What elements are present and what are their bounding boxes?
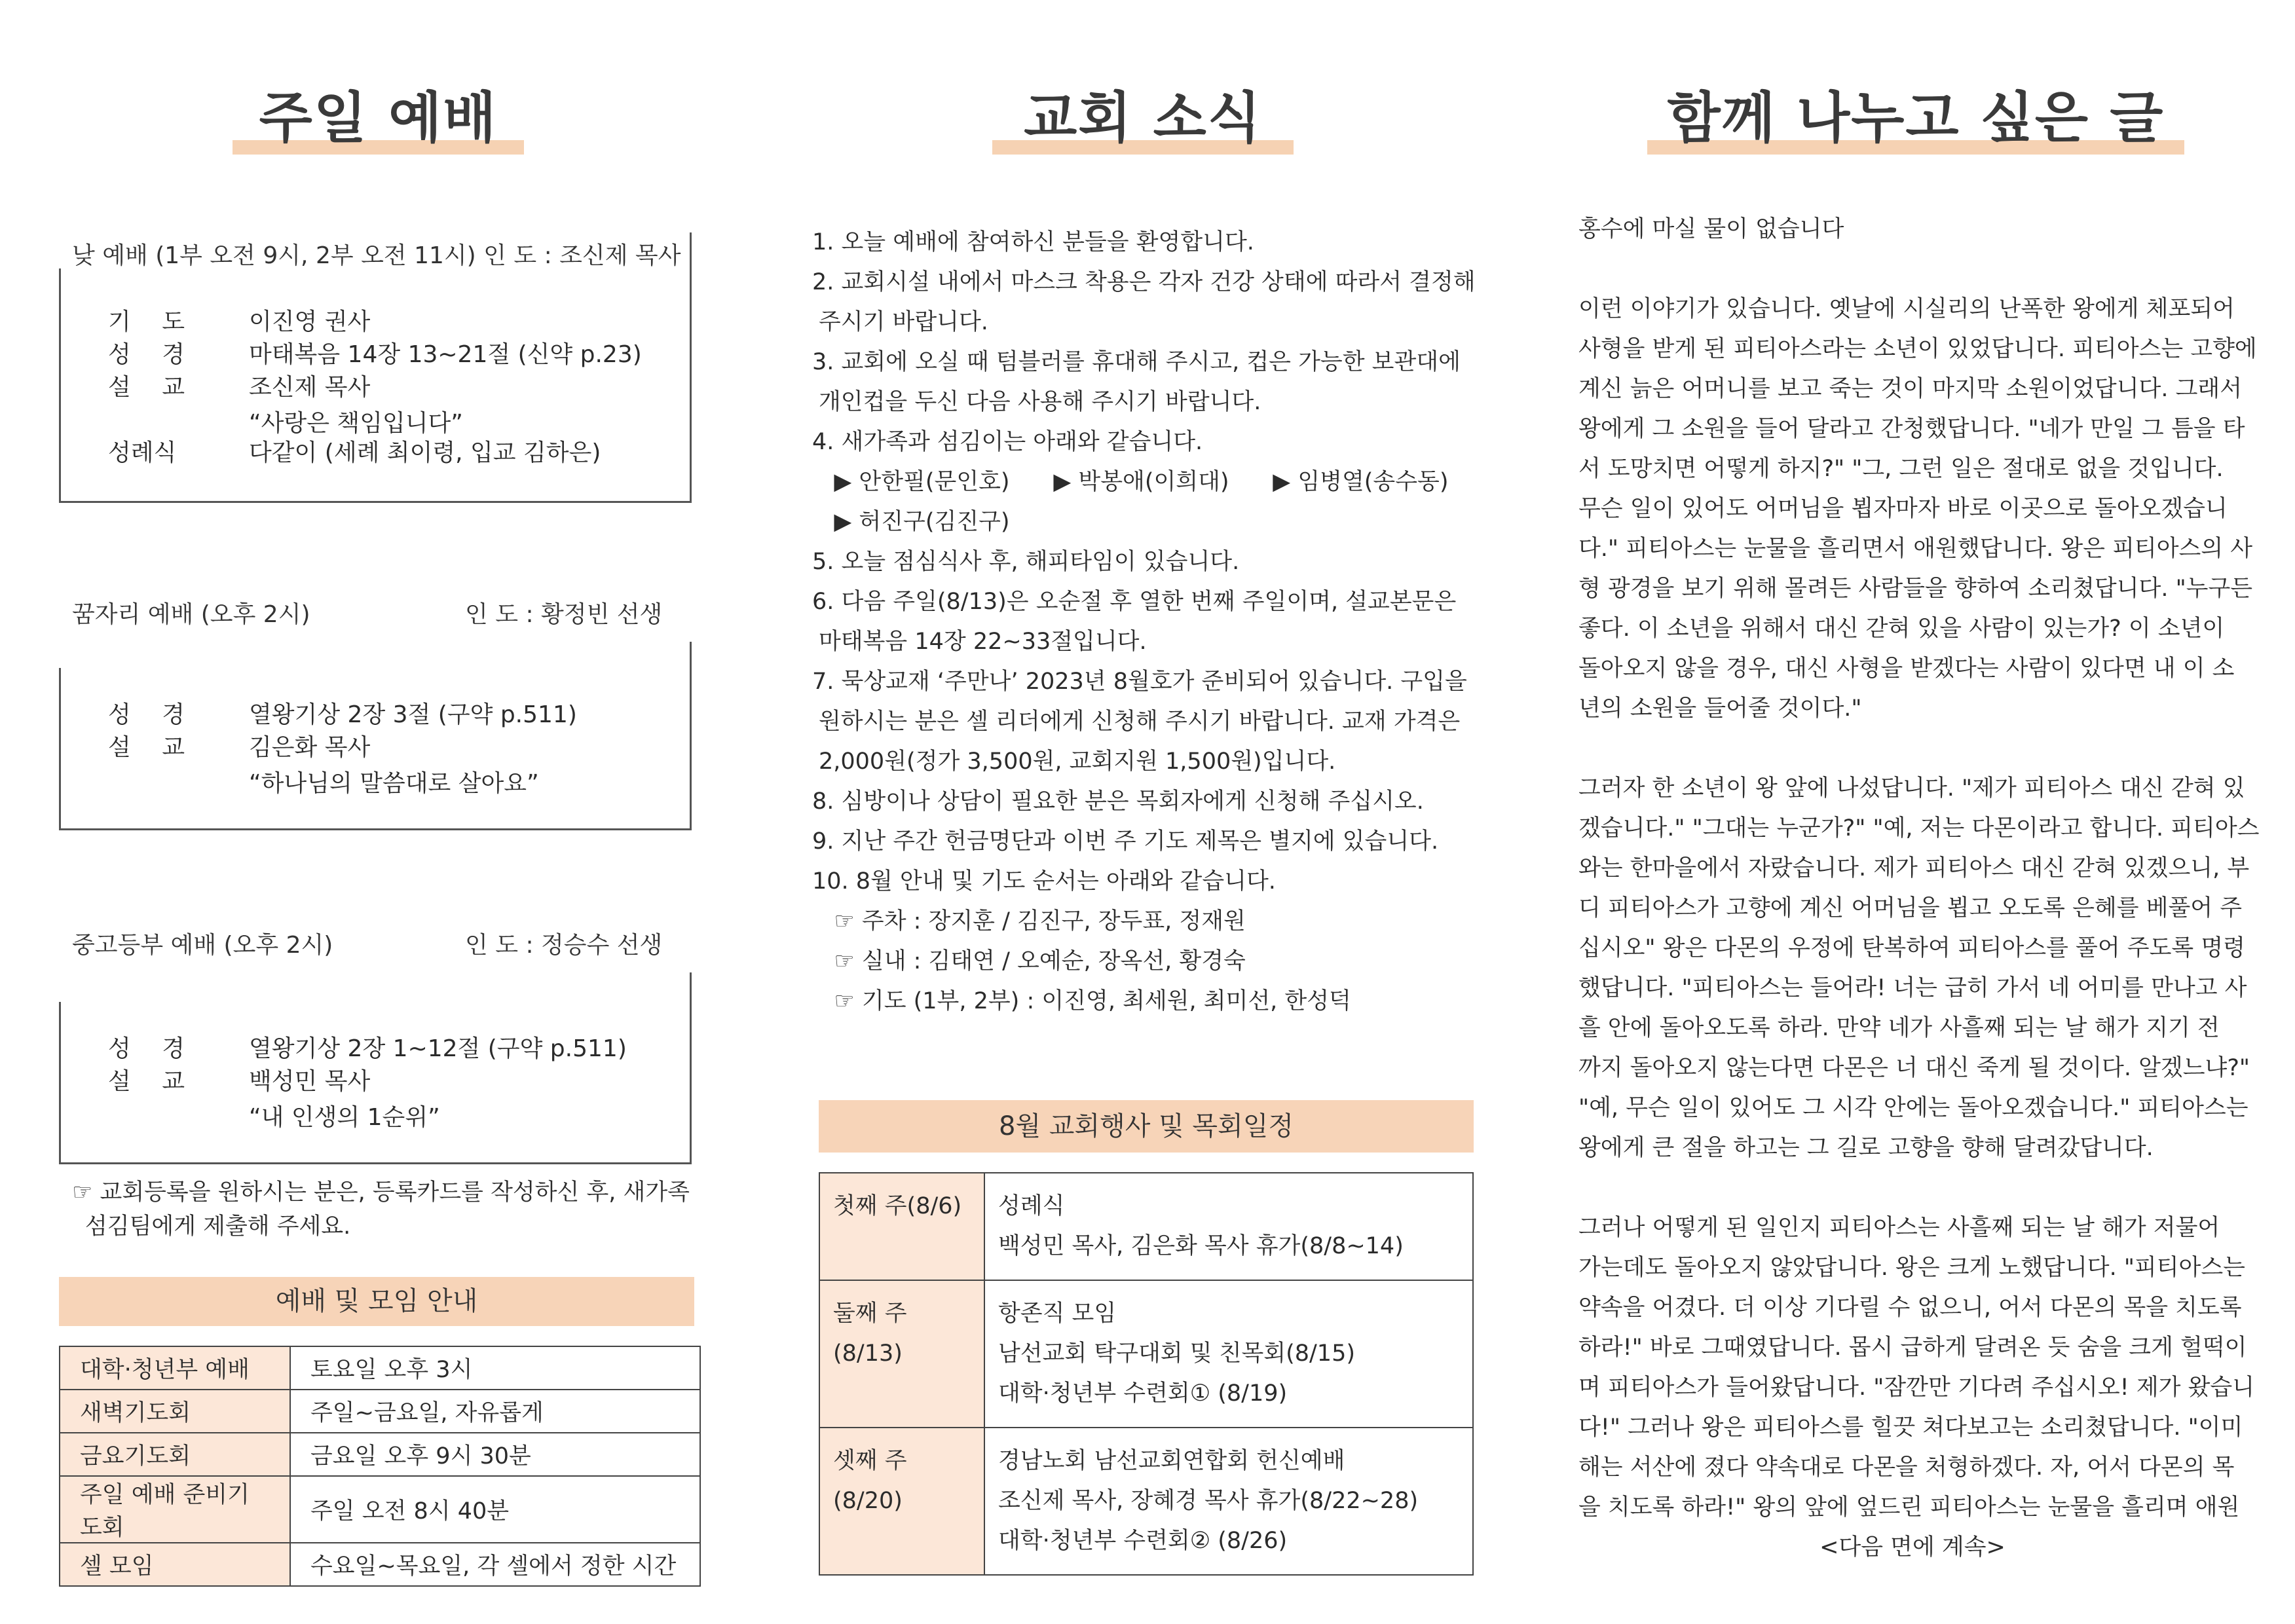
schedule-week: 둘째 주(8/13) [819, 1280, 984, 1428]
box-edge [690, 232, 692, 268]
news-item: 2,000원(정가 3,500원, 교회지원 1,500원)입니다. [819, 748, 1336, 775]
essay-paragraph [1578, 1208, 2255, 1568]
schedule-event: 대학·청년부 수련회① (8/19) [998, 1380, 1288, 1407]
guide-title-bar [59, 1277, 694, 1326]
essay-line: 그러자 한 소년이 왕 앞에 나섰답니다. "제가 피티아스 대신 갇혀 있 [1578, 775, 2245, 802]
essay-line: 왕에게 큰 절을 하고는 그 길로 고향을 향해 달려갔답니다. [1578, 1135, 2154, 1161]
row-label: 설 교 [108, 734, 196, 761]
essay-line: 약속을 어겼다. 더 이상 기다릴 수 없으니, 어서 다몬의 목을 치도록 [1578, 1295, 2242, 1321]
table-row [819, 1428, 1473, 1575]
kkum-sermon-title: “하나님의 말씀대로 살아요” [249, 770, 539, 797]
essay-line: 하라!" 바로 그때였답니다. 몹시 급하게 달려온 듯 숨을 크게 헐떡이 [1578, 1335, 2247, 1361]
essay-line: 돌아오지 않을 경우, 대신 사형을 받겠다는 사람이 있다면 내 이 소 [1578, 655, 2235, 682]
essay-line: 을 치도록 하라!" 왕의 앞에 엎드린 피티아스는 눈물을 흘리며 애원 [1578, 1494, 2240, 1521]
schedule-event: 경남노회 남선교회연합회 헌신예배 [998, 1448, 1345, 1474]
news-item: 원하시는 분은 셀 리더에게 신청해 주시기 바랍니다. 교재 가격은 [819, 709, 1461, 735]
row-label: 성 경 [108, 1035, 196, 1062]
box-edge [690, 972, 692, 1002]
schedule-week: 셋째 주(8/20) [819, 1428, 984, 1575]
note-line: ☞ 교회등록을 원하시는 분은, 등록카드를 작성하신 후, 새가족 [72, 1179, 690, 1206]
essay-line: 까지 돌아오지 않는다면 다몬은 너 대신 죽게 될 것이다. 알겠느냐?" [1578, 1055, 2250, 1081]
row-label: 설 교 [108, 1068, 196, 1095]
news-item: 1. 오늘 예배에 참여하신 분들을 환영합니다. [812, 229, 1254, 255]
row-label: 성 경 [108, 341, 196, 368]
guide-label: 금요기도회 [60, 1433, 290, 1476]
guide-label: 대학·청년부 예배 [60, 1346, 290, 1390]
essay-line: 그러나 어떻게 된 일인지 피티아스는 사흘째 되는 날 해가 저물어 [1578, 1215, 2220, 1241]
schedule-events [984, 1428, 1473, 1575]
news-item: ☞ 실내 : 김태연 / 오예순, 장옥선, 황경숙 [812, 948, 1246, 974]
table-row [60, 1543, 700, 1586]
row-value: 열왕기상 2장 3절 (구약 p.511) [249, 701, 577, 728]
essay-line: 십시오" 왕은 다몬의 우정에 탄복하여 피티아스를 풀어 주도록 명령 [1578, 935, 2245, 961]
essay-line: 다." 피티아스는 눈물을 흘리면서 애원했답니다. 왕은 피티아스의 사 [1578, 536, 2253, 562]
kkum-row-sermon [108, 732, 370, 764]
essay-line: 디 피티아스가 고향에 계신 어머님을 뵙고 오도록 은혜를 베풀어 주 [1578, 895, 2243, 921]
essay-title: 홍수에 마실 물이 없습니다 [1578, 216, 1844, 242]
youth-title-text: 중고등부 예배 (오후 2시) [72, 932, 333, 959]
guide-label: 주일 예배 준비기도회 [60, 1476, 290, 1543]
morning-service-title: 낮 예배 (1부 오전 9시, 2부 오전 11시) 인 도 : 조신제 목사 [72, 242, 681, 269]
news-item: 5. 오늘 점심식사 후, 해피타임이 있습니다. [812, 549, 1240, 575]
schedule-event: 남선교회 탁구대회 및 친목회(8/15) [998, 1340, 1356, 1367]
news-item: 3. 교회에 오실 때 텀블러를 휴대해 주시고, 컵은 가능한 보관대에 [812, 349, 1461, 375]
essay-paragraph [1578, 289, 2257, 729]
schedule-title: 8월 교회행사 및 목회일정 [999, 1111, 1294, 1141]
morning-row-prayer [108, 306, 370, 338]
essay-line: 와는 한마을에서 자랐습니다. 제가 피티아스 대신 갇혀 있겠으니, 부 [1578, 855, 2250, 881]
shared-writing-heading-text: 함께 나누고 싶은 글 [1667, 86, 2165, 150]
news-item: 8. 심방이나 상담이 필요한 분은 목회자에게 신청해 주십시오. [812, 788, 1424, 815]
sunday-service-heading-text: 주일 예배 [259, 86, 498, 150]
kkum-title-text: 꿈자리 예배 (오후 2시) [72, 601, 310, 628]
schedule-events [984, 1173, 1473, 1280]
shared-writing-heading [1647, 85, 2184, 151]
guide-value: 주일~금요일, 자유롭게 [290, 1390, 700, 1433]
news-item: ▶ 안한필(문인호) ▶ 박봉애(이희대) ▶ 임병열(송수동) [812, 469, 1449, 495]
essay-line: 다!" 그러나 왕은 피티아스를 힐끗 쳐다보고는 소리쳤답니다. "이미 [1578, 1414, 2243, 1441]
guide-label: 셀 모임 [60, 1543, 290, 1586]
row-label: 성례식 [108, 439, 177, 466]
essay-line: 가는데도 돌아오지 않았답니다. 왕은 크게 노했답니다. "피티아스는 [1578, 1255, 2245, 1281]
column-shared-writing [1572, 0, 2260, 1624]
youth-sermon-title: “내 인생의 1순위” [249, 1104, 440, 1131]
row-label: 기 도 [108, 308, 196, 335]
morning-row-sacrament [108, 437, 601, 469]
essay-line: 사형을 받게 된 피티아스라는 소년이 있었답니다. 피티아스는 고향에 [1578, 336, 2257, 362]
row-value: 다같이 (세례 최이령, 입교 김하은) [249, 439, 601, 466]
table-row [819, 1173, 1473, 1280]
table-row [60, 1476, 700, 1543]
note-line: 섬김팀에게 제출해 주세요. [85, 1213, 351, 1240]
essay-line: 며 피티아스가 들어왔답니다. "잠깐만 기다려 주십시오! 제가 왔습니 [1578, 1375, 2255, 1401]
youth-row-sermon [108, 1066, 370, 1098]
youth-row-scripture [108, 1033, 627, 1065]
schedule-event: 조신제 목사, 장혜경 목사 휴가(8/22~28) [998, 1488, 1419, 1514]
row-value: 조신제 목사 [249, 374, 371, 401]
schedule-table [819, 1172, 1474, 1576]
schedule-title-bar [819, 1100, 1474, 1153]
news-item: 6. 다음 주일(8/13)은 오순절 후 열한 번째 주일이며, 설교본문은 [812, 589, 1457, 615]
essay-paragraph [1578, 769, 2260, 1168]
row-value: 김은화 목사 [249, 734, 371, 761]
schedule-event: 성례식 [998, 1193, 1065, 1219]
news-item: ☞ 기도 (1부, 2부) : 이진영, 최세원, 최미선, 한성덕 [812, 988, 1351, 1014]
table-row [819, 1280, 1473, 1428]
kkum-leader: 인 도 : 황정빈 선생 [465, 601, 663, 628]
youth-service-title [72, 927, 701, 960]
continued-note: <다음 면에 계속> [1819, 1534, 2006, 1560]
essay-line: "예, 무슨 일이 있어도 그 시각 안에는 돌아오겠습니다." 피티아스는 [1578, 1095, 2248, 1121]
news-item: 2. 교회시설 내에서 마스크 착용은 각자 건강 상태에 따라서 결정해 [812, 269, 1476, 295]
guide-value: 토요일 오후 3시 [290, 1346, 700, 1390]
news-item: ▶ 허진구(김진구) [812, 509, 1010, 535]
essay-line: 겠습니다." "그대는 누군가?" "예, 저는 다몬이라고 합니다. 피티아스 [1578, 815, 2260, 841]
essay-line: 서 도망치면 어떻게 하지?" "그, 그런 일은 절대로 없을 것입니다. [1578, 456, 2224, 482]
essay-line: 무슨 일이 있어도 어머님을 뵙자마자 바로 이곳으로 돌아오겠습니 [1578, 496, 2228, 522]
row-label: 설 교 [108, 374, 196, 401]
news-item: 7. 묵상교재 ‘주만나’ 2023년 8월호가 준비되어 있습니다. 구입을 [812, 669, 1467, 695]
essay-line: 해는 서산에 졌다 약속대로 다몬을 처형하겠다. 자, 어서 다몬의 목 [1578, 1454, 2235, 1481]
schedule-event: 백성민 목사, 김은화 목사 휴가(8/8~14) [998, 1233, 1404, 1259]
kkum-row-scripture [108, 699, 577, 731]
news-item: 10. 8월 안내 및 기도 순서는 아래와 같습니다. [812, 868, 1276, 895]
registration-note [72, 1175, 701, 1244]
essay-line: 이런 이야기가 있습니다. 옛날에 시실리의 난폭한 왕에게 체포되어 [1578, 296, 2235, 322]
guide-title: 예배 및 모임 안내 [275, 1286, 478, 1316]
schedule-week: 첫째 주(8/6) [819, 1173, 984, 1280]
row-value: 이진영 권사 [249, 308, 371, 335]
column-church-news [806, 0, 1513, 1624]
news-list [812, 223, 1506, 1022]
guide-value: 수요일~목요일, 각 셀에서 정한 시간 [290, 1543, 700, 1586]
news-item: ☞ 주차 : 장지훈 / 김진구, 장두표, 정재원 [812, 908, 1246, 934]
news-item: 주시기 바랍니다. [819, 309, 988, 335]
schedule-event: 항존직 모임 [998, 1301, 1117, 1327]
morning-row-sermon [108, 372, 370, 403]
table-row [60, 1346, 700, 1390]
essay-line: 년의 소원을 들어줄 것이다." [1578, 695, 1862, 722]
essay-line: 형 광경을 보기 위해 몰려든 사람들을 향하여 소리쳤답니다. "누구든 [1578, 576, 2253, 602]
morning-sermon-title: “사랑은 책임입니다” [249, 410, 463, 437]
essay [1578, 210, 2260, 1568]
sunday-service-heading [233, 85, 524, 151]
column-sunday-service [59, 0, 707, 1624]
news-item: 개인컵을 두신 다음 사용해 주시기 바랍니다. [819, 389, 1261, 415]
news-item: 4. 새가족과 섬김이는 아래와 같습니다. [812, 429, 1203, 455]
table-row [60, 1433, 700, 1476]
guide-label: 새벽기도회 [60, 1390, 290, 1433]
row-value: 백성민 목사 [249, 1068, 371, 1095]
church-news-heading [992, 85, 1294, 151]
row-label: 성 경 [108, 701, 196, 728]
schedule-event: 대학·청년부 수련회② (8/26) [998, 1528, 1288, 1554]
guide-value: 주일 오전 8시 40분 [290, 1476, 700, 1543]
morning-row-scripture [108, 339, 642, 371]
box-edge [690, 642, 692, 668]
row-value: 마태복음 14장 13~21절 (신약 p.23) [249, 341, 642, 368]
essay-line: 했답니다. "피티아스는 들어라! 너는 급히 가서 네 어미를 만나고 사 [1578, 975, 2247, 1001]
youth-leader: 인 도 : 정승수 선생 [465, 932, 663, 959]
table-row [60, 1390, 700, 1433]
church-news-heading-text: 교회 소식 [1024, 86, 1262, 150]
essay-line: 좋다. 이 소년을 위해서 대신 갇혀 있을 사람이 있는가? 이 소년이 [1578, 616, 2225, 642]
kkum-service-title [72, 596, 701, 629]
news-item: 마태복음 14장 22~33절입니다. [819, 629, 1147, 655]
essay-line: 왕에게 그 소원을 들어 달라고 간청했답니다. "네가 만일 그 틈을 타 [1578, 416, 2245, 442]
essay-line: 계신 늙은 어머니를 보고 죽는 것이 마지막 소원이었답니다. 그래서 [1578, 376, 2243, 402]
guide-value: 금요일 오후 9시 30분 [290, 1433, 700, 1476]
guide-table [59, 1346, 701, 1587]
schedule-events [984, 1280, 1473, 1428]
row-value: 열왕기상 2장 1~12절 (구약 p.511) [249, 1035, 627, 1062]
essay-line: 흘 안에 돌아오도록 하라. 만약 네가 사흘째 되는 날 해가 지기 전 [1578, 1015, 2220, 1041]
news-item: 9. 지난 주간 헌금명단과 이번 주 기도 제목은 별지에 있습니다. [812, 828, 1439, 855]
